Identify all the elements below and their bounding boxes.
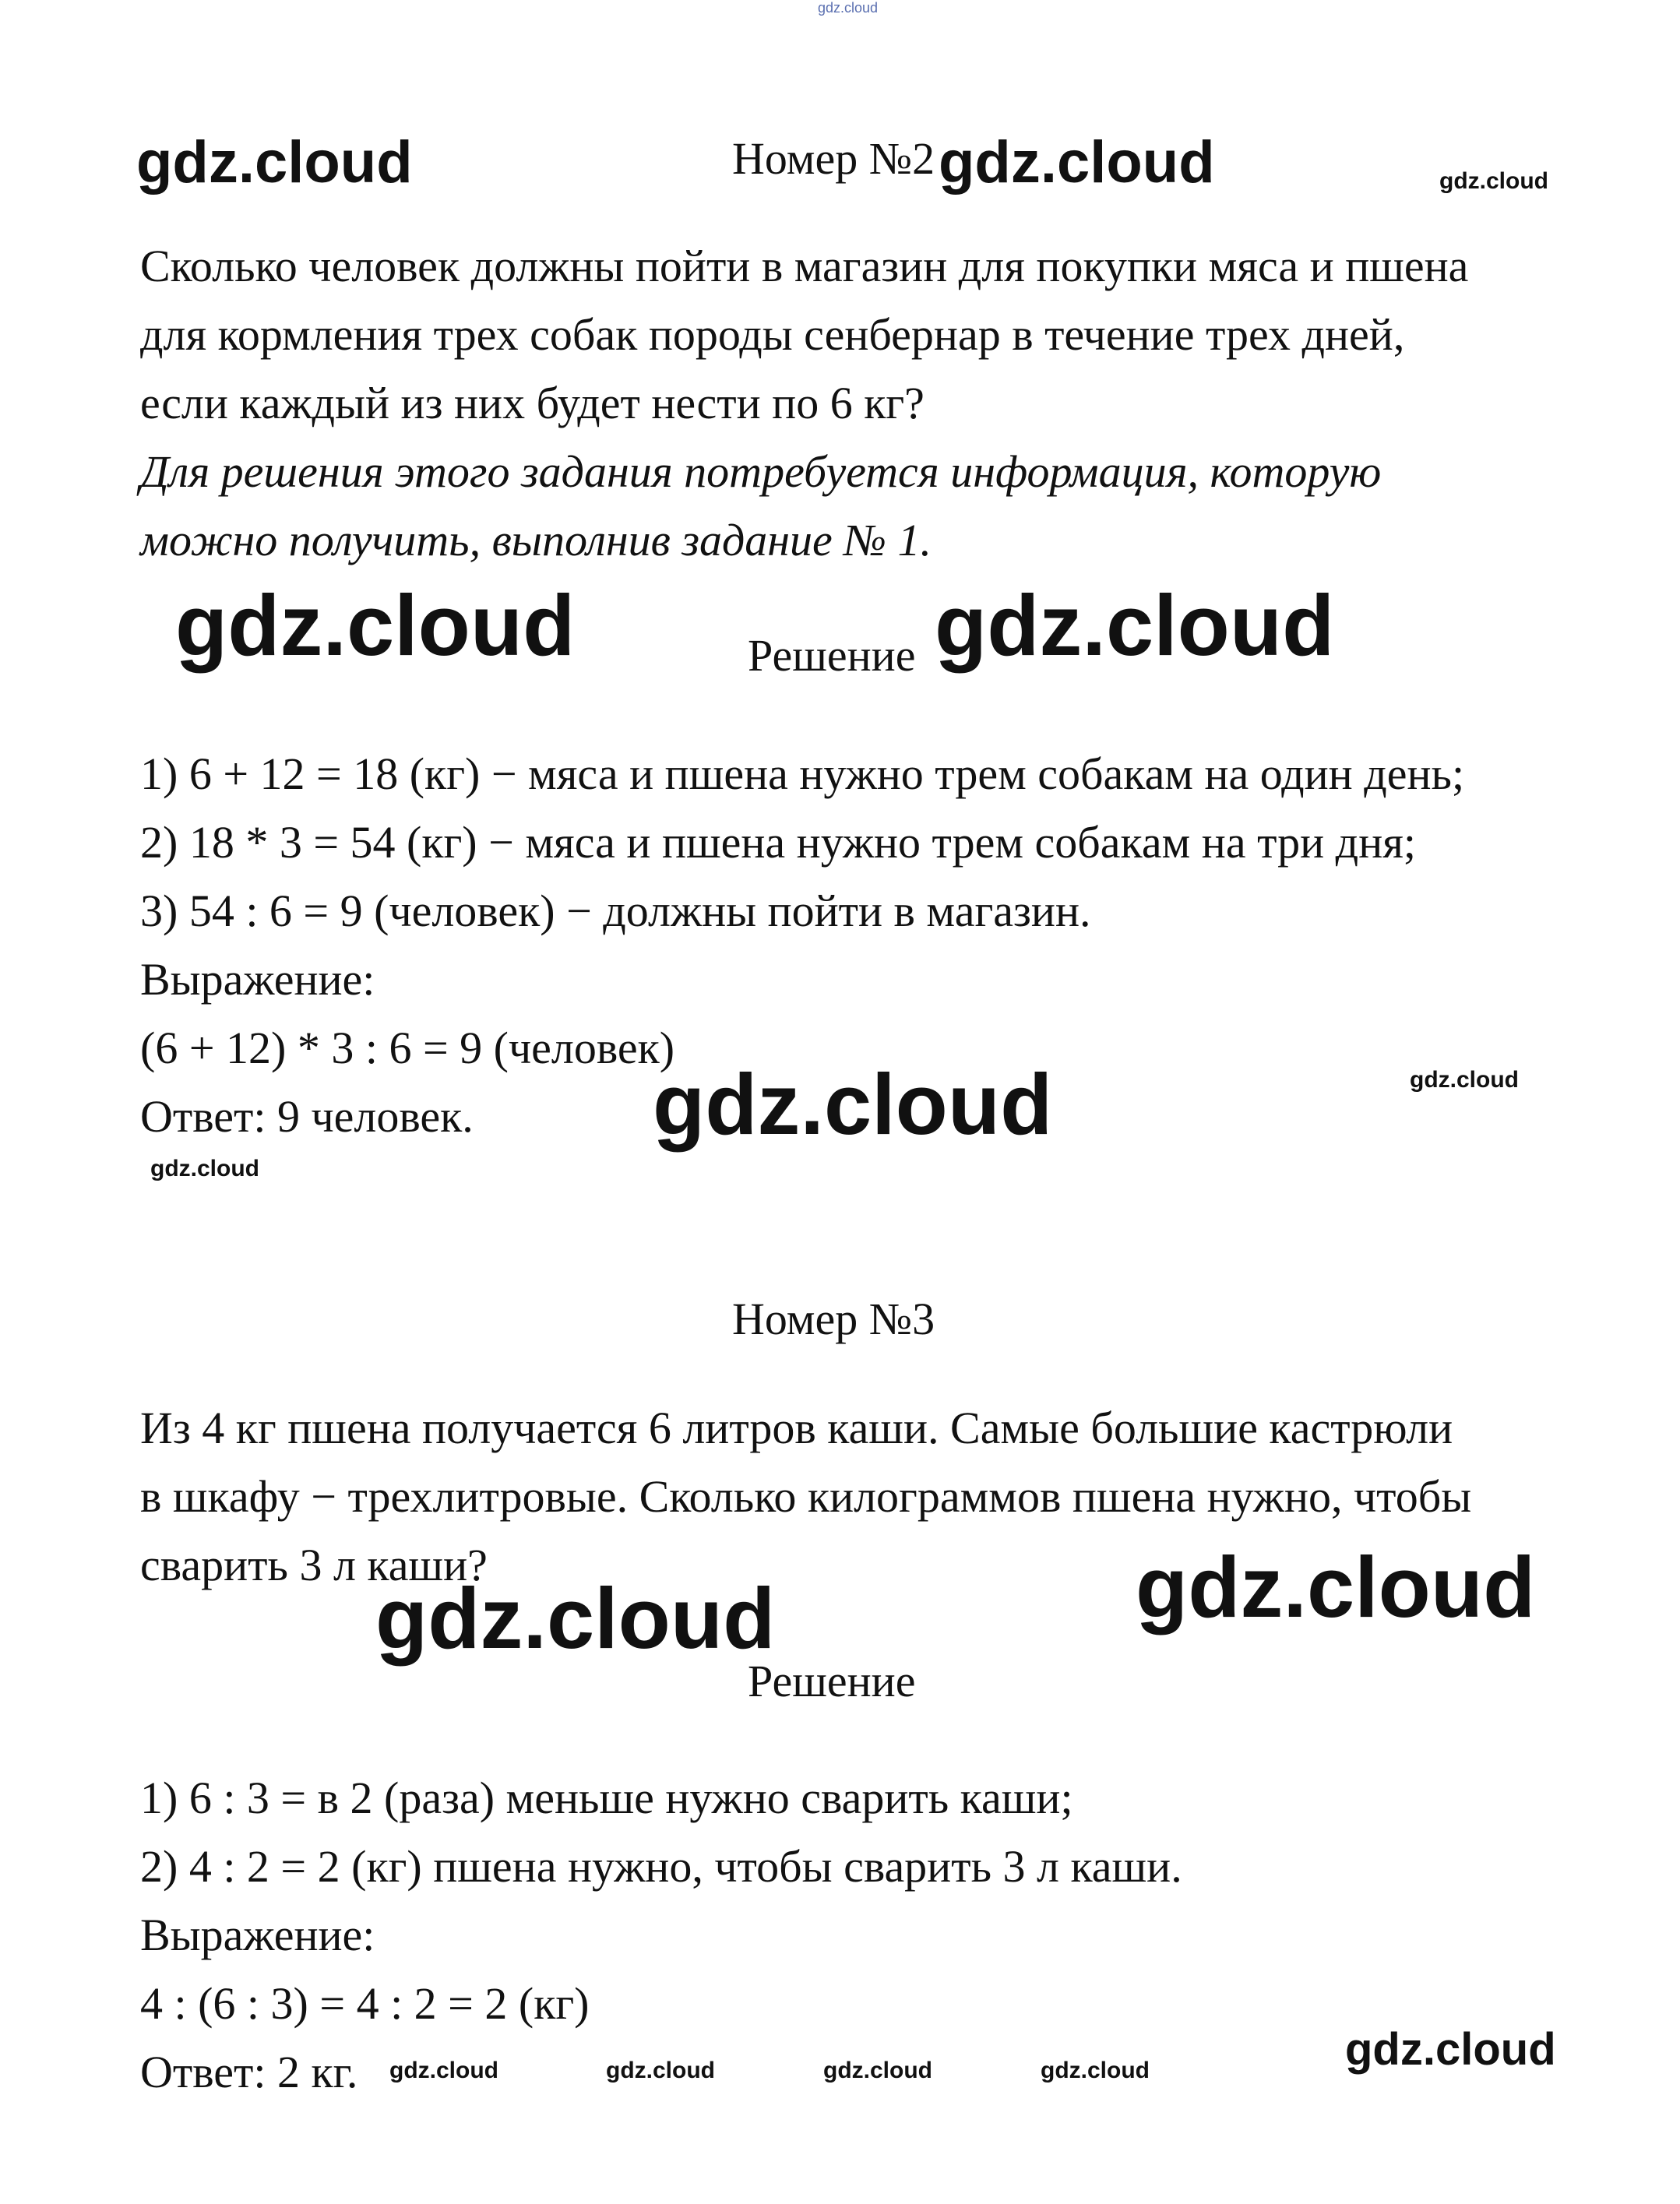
problem2-title: Номер №2	[732, 133, 935, 184]
watermark-8: gdz.cloud	[150, 1156, 259, 1181]
problem3-title: Номер №3	[732, 1294, 935, 1344]
problem2-solution-line: Ответ: 9 человек.	[140, 1091, 474, 1142]
problem2-solution-line: 3) 54 : 6 = 9 (человек) − должны пойти в магазин.	[140, 885, 1091, 936]
watermark-12: gdz.cloud	[606, 2058, 715, 2083]
watermark-5: gdz.cloud	[935, 578, 1335, 674]
problem2-statement-line: если каждый из них будет нести по 6 кг?	[140, 378, 925, 428]
watermark-top: gdz.cloud	[818, 0, 879, 16]
problem2-statement-line: для кормления трех собак породы сенбернар в течение трех дней,	[140, 309, 1405, 360]
watermark-15: gdz.cloud	[1345, 2024, 1556, 2075]
problem3-solution-line: Выражение:	[140, 1910, 375, 1960]
watermark-10: gdz.cloud	[375, 1571, 776, 1667]
problem2-solution-line: (6 + 12) * 3 : 6 = 9 (человек)	[140, 1023, 675, 1073]
problem3-statement-line: в шкафу − трехлитровые. Сколько килограммов пшена нужно, чтобы	[140, 1471, 1472, 1522]
problem3-solution-line: Ответ: 2 кг.	[140, 2047, 358, 2097]
watermark-9: gdz.cloud	[1136, 1540, 1536, 1635]
watermark-6: gdz.cloud	[653, 1057, 1053, 1153]
watermark-1: gdz.cloud	[136, 129, 413, 195]
watermark-2: gdz.cloud	[939, 129, 1215, 195]
problem2-note-line: Для решения этого задания потребуется информация, которую	[140, 446, 1382, 497]
problem3-solution-line: 4 : (6 : 3) = 4 : 2 = 2 (кг)	[140, 1978, 590, 2029]
problem3-statement-line: сварить 3 л каши?	[140, 1540, 488, 1590]
problem2-solution-line: 1) 6 + 12 = 18 (кг) − мяса и пшена нужно трем собакам на один день;	[140, 748, 1465, 799]
watermark-13: gdz.cloud	[823, 2058, 932, 2083]
problem3-solution-title: Решение	[748, 1656, 916, 1706]
problem3-solution-line: 1) 6 : 3 = в 2 (раза) меньше нужно сварить каши;	[140, 1773, 1073, 1823]
watermark-11: gdz.cloud	[389, 2058, 498, 2083]
problem2-solution-line: 2) 18 * 3 = 54 (кг) − мяса и пшена нужно трем собакам на три дня;	[140, 817, 1417, 868]
problem2-solution-title: Решение	[748, 630, 916, 681]
problem2-solution-line: Выражение:	[140, 954, 375, 1005]
watermark-7: gdz.cloud	[1410, 1067, 1519, 1093]
problem2-statement-line: Сколько человек должны пойти в магазин для покупки мяса и пшена	[140, 241, 1469, 291]
problem2-statement	[140, 232, 1468, 575]
problem3-statement-line: Из 4 кг пшена получается 6 литров каши. Самые большие кастрюли	[140, 1403, 1453, 1453]
problem2-note-line: можно получить, выполнив задание № 1.	[140, 515, 932, 565]
problem3-solution	[140, 1764, 1182, 2107]
problem3-solution-line: 2) 4 : 2 = 2 (кг) пшена нужно, чтобы сварить 3 л каши.	[140, 1841, 1182, 1892]
watermark-3: gdz.cloud	[1439, 168, 1548, 194]
watermark-4: gdz.cloud	[175, 578, 576, 674]
watermark-14: gdz.cloud	[1041, 2058, 1150, 2083]
